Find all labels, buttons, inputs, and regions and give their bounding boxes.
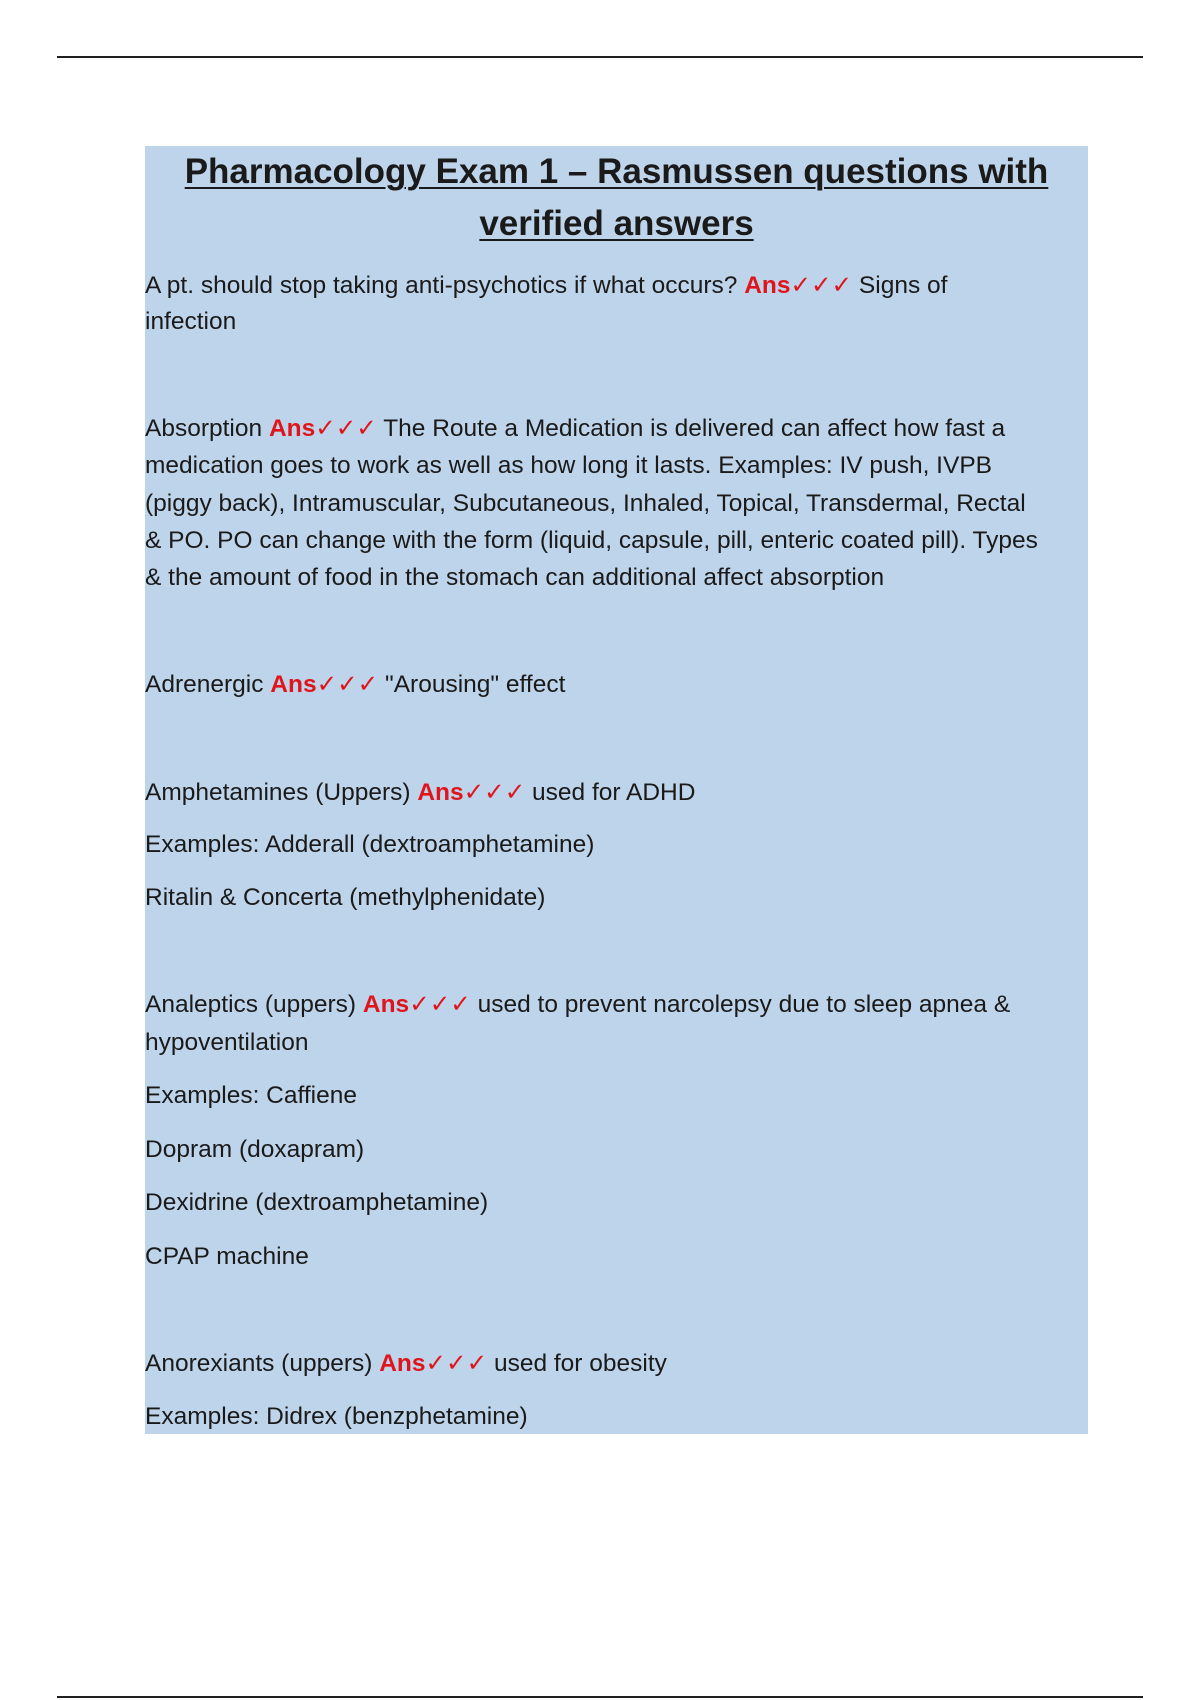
footer-rule (57, 1696, 1143, 1698)
ans-label: Ans (744, 272, 791, 299)
entry-question: A pt. should stop taking anti-psychotics if what occurs? (145, 272, 738, 299)
entry-analeptics-example-3: Dexidrine (dextroamphetamine) (145, 1189, 489, 1216)
ans-label: Ans (417, 779, 464, 806)
entry-term: Analeptics (uppers) (145, 991, 357, 1018)
entry-absorption-line-3: (piggy back), Intramuscular, Subcutaneous, Inhaled, Topical, Transdermal, Rectal (145, 490, 1026, 517)
entry-absorption-line-1 (145, 410, 1090, 448)
ans-label: Ans (268, 415, 316, 442)
entry-analeptics-line-2: hypoventilation (145, 1029, 309, 1056)
entry-antipsychotics-line-2: infection (145, 308, 237, 335)
entry-antipsychotics-line-1 (145, 267, 1090, 305)
entry-amphetamines-example-1: Examples: Adderall (dextroamphetamine) (145, 831, 595, 858)
checkmark-icon: ✓✓✓ (790, 272, 853, 299)
checkmark-icon: ✓✓✓ (315, 415, 377, 442)
ans-label: Ans (379, 1350, 426, 1377)
checkmark-icon: ✓✓✓ (425, 1350, 488, 1377)
entry-term: Anorexiants (uppers) (145, 1350, 373, 1377)
entry-answer: used to prevent narcolepsy due to sleep apnea & (477, 991, 1011, 1018)
ans-label: Ans (362, 991, 410, 1018)
entry-analeptics-example-1: Examples: Caffiene (145, 1082, 357, 1109)
entry-answer: "Arousing" effect (385, 671, 566, 698)
entry-analeptics-example-2: Dopram (doxapram) (145, 1136, 365, 1163)
entry-absorption-line-2: medication goes to work as well as how long it lasts. Examples: IV push, IVPB (145, 452, 993, 479)
checkmark-icon: ✓✓✓ (463, 779, 526, 806)
entry-term: Amphetamines (Uppers) (145, 779, 411, 806)
entry-analeptics-line-1 (145, 986, 1090, 1024)
entry-answer: The Route a Medication is delivered can affect how fast a (383, 415, 1006, 442)
entry-term: Absorption (145, 415, 263, 442)
entry-absorption-line-5: & the amount of food in the stomach can additional affect absorption (145, 564, 885, 591)
title-line-1: Pharmacology Exam 1 – Rasmussen questions with (184, 152, 1049, 191)
entry-absorption-line-4: & PO. PO can change with the form (liquid, capsule, pill, enteric coated pill). Types (145, 527, 1038, 554)
entry-answer: used for obesity (493, 1350, 667, 1377)
checkmark-icon: ✓✓✓ (316, 671, 379, 698)
entry-amphetamines-example-2: Ritalin & Concerta (methylphenidate) (145, 884, 546, 911)
entry-amphetamines-line-1 (145, 774, 1090, 812)
ans-label: Ans (270, 671, 317, 698)
document-title (145, 146, 1088, 250)
entry-anorexiants-example-1: Examples: Didrex (benzphetamine) (145, 1403, 528, 1430)
entry-term: Adrenergic (145, 671, 264, 698)
entry-answer: used for ADHD (532, 779, 696, 806)
entry-adrenergic-line-1 (145, 666, 1090, 704)
checkmark-icon: ✓✓✓ (409, 991, 471, 1018)
entry-answer: Signs of (858, 272, 948, 299)
entry-analeptics-example-4: CPAP machine (145, 1243, 309, 1270)
entry-anorexiants-line-1 (145, 1345, 1090, 1383)
title-line-2: verified answers (479, 204, 754, 243)
header-rule (57, 56, 1143, 58)
